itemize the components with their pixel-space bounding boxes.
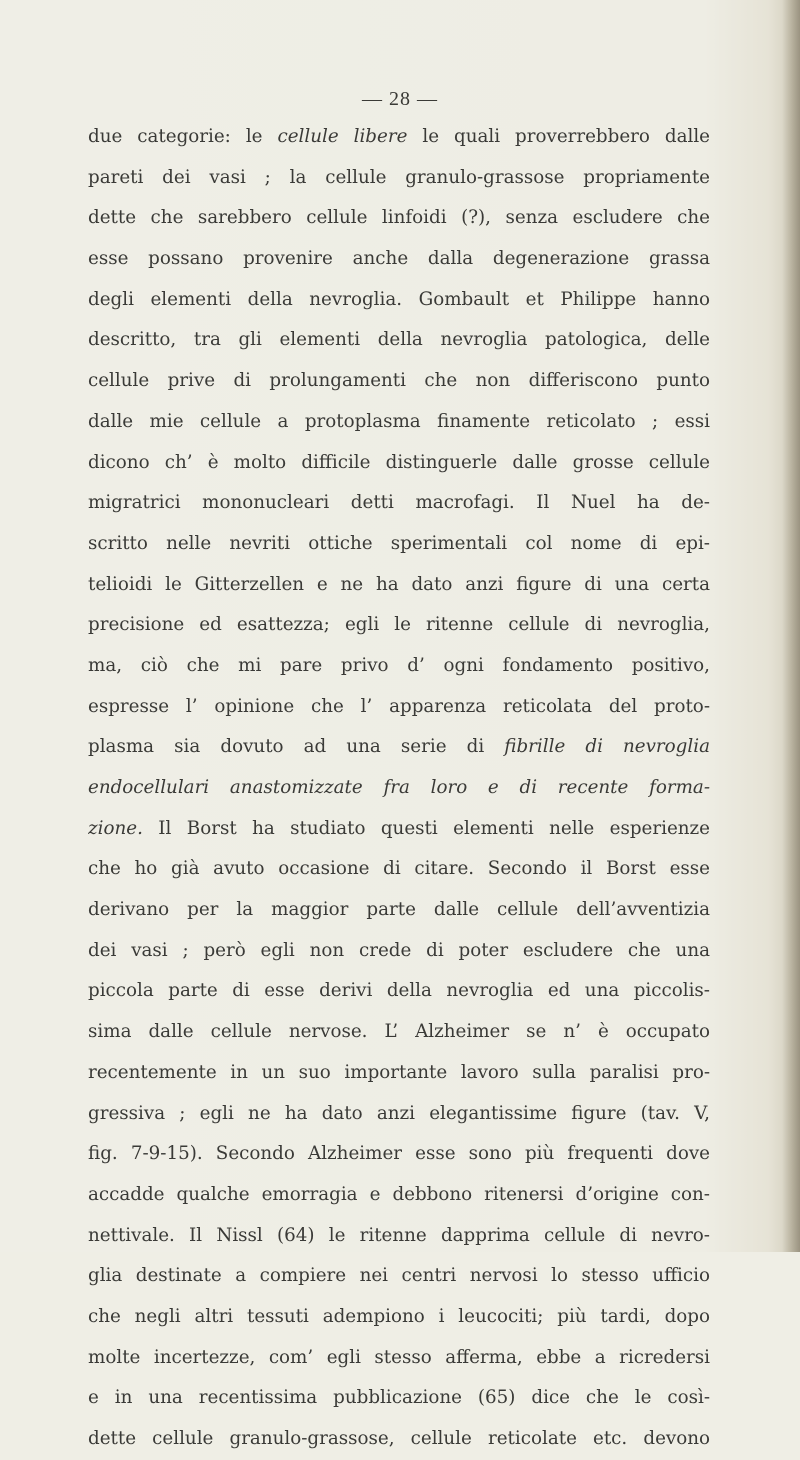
text-line — [88, 1134, 710, 1175]
italic-text: cellule libere — [277, 126, 408, 147]
text-line — [88, 727, 710, 768]
text-segment: Il Borst ha studiato questi elementi nelle esperienze — [142, 817, 710, 839]
text-segment: scritto nelle nevriti ottiche sperimentali col nome di epi- — [88, 532, 710, 554]
text-segment: descritto, tra gli elementi della nevroglia patologica, delle — [88, 329, 710, 351]
text-line — [88, 1094, 710, 1135]
text-segment: fig. 7-9-15). Secondo Alzheimer esse sono più frequenti dove — [88, 1143, 710, 1165]
text-segment: dette cellule granulo-grassose, cellule reticolate etc. devono — [88, 1428, 710, 1449]
text-line — [88, 809, 710, 850]
text-segment: sima dalle cellule nervose. L’ Alzheimer se n’ è occupato — [88, 1021, 710, 1043]
text-segment: le quali proverrebbero dalle — [407, 126, 710, 147]
text-segment: ma, ciò che mi pare privo d’ ogni fondamento positivo, — [88, 654, 710, 676]
text-line — [88, 1338, 710, 1379]
page-number: — 28 — — [362, 88, 438, 110]
text-line — [88, 361, 710, 402]
text-segment: derivano per la maggior parte dalle cellule dell’avventizia — [88, 899, 710, 921]
text-segment: pareti dei vasi ; la cellule granulo-grassose propriamente — [88, 166, 710, 188]
text-line — [88, 849, 710, 890]
italic-text: zione. — [88, 817, 143, 839]
text-segment: degli elementi della nevroglia. Gombault et Philippe hanno — [88, 288, 710, 310]
text-line — [88, 1012, 710, 1053]
text-line — [88, 565, 710, 606]
text-segment: e in una recentissima pubblicazione (65) dice che le così- — [88, 1387, 710, 1409]
italic-text: fibrille di nevroglia — [504, 736, 710, 758]
text-line — [88, 1378, 710, 1419]
text-segment: gressiva ; egli ne ha dato anzi elegantissime figure (tav. V, — [88, 1102, 710, 1124]
text-segment: molte incertezze, com’ egli stesso afferma, ebbe a ricredersi — [88, 1346, 710, 1368]
text-line — [88, 605, 710, 646]
text-line — [88, 1053, 710, 1094]
text-segment: precisione ed esattezza; egli le ritenne cellule di nevroglia, — [88, 614, 710, 636]
text-segment: telioidi le Gitterzellen e ne ha dato anzi figure di una certa — [88, 573, 710, 595]
text-segment: espresse l’ opinione che l’ apparenza reticolata del proto- — [88, 695, 710, 717]
text-segment: dalle mie cellule a protoplasma finamente reticolato ; essi — [88, 410, 710, 432]
text-line — [88, 890, 710, 931]
text-line — [88, 158, 710, 199]
text-segment: glia destinate a compiere nei centri nervosi lo stesso ufficio — [88, 1265, 710, 1287]
text-line — [88, 1419, 710, 1460]
text-line — [88, 1256, 710, 1297]
text-line — [88, 1175, 710, 1216]
text-line — [88, 768, 710, 809]
text-segment: plasma sia dovuto ad una serie di — [88, 736, 505, 758]
text-line — [88, 198, 710, 239]
text-segment: che ho già avuto occasione di citare. Secondo il Borst esse — [88, 858, 710, 880]
text-segment: dicono ch’ è molto difficile distinguerle dalle grosse cellule — [88, 451, 710, 473]
text-line — [88, 524, 710, 565]
text-line — [88, 443, 710, 484]
text-segment: due categorie: le — [88, 126, 278, 147]
page-edge-shadow — [782, 0, 800, 1252]
text-segment: migratrici mononucleari detti macrofagi. Il Nuel ha de- — [88, 492, 710, 514]
text-segment: che negli altri tessuti adempiono i leucociti; più tardi, dopo — [88, 1305, 710, 1327]
text-line — [88, 239, 710, 280]
text-segment: nettivale. Il Nissl (64) le ritenne dapprima cellule di nevro- — [88, 1224, 710, 1246]
text-line — [88, 280, 710, 321]
text-line — [88, 646, 710, 687]
text-segment: dei vasi ; però egli non crede di poter escludere che una — [88, 939, 710, 961]
text-line — [88, 117, 710, 158]
text-line — [88, 1216, 710, 1257]
text-line — [88, 320, 710, 361]
body-text — [88, 117, 710, 1460]
text-line — [88, 1297, 710, 1338]
text-line — [88, 971, 710, 1012]
text-segment: esse possano provenire anche dalla degenerazione grassa — [88, 248, 710, 270]
text-line — [88, 931, 710, 972]
text-segment: cellule prive di prolungamenti che non differiscono punto — [88, 370, 710, 392]
text-line — [88, 483, 710, 524]
text-line — [88, 402, 710, 443]
text-segment: piccola parte di esse derivi della nevroglia ed una piccolis- — [88, 980, 710, 1002]
text-segment: recentemente in un suo importante lavoro sulla paralisi pro- — [88, 1061, 710, 1083]
text-segment: dette che sarebbero cellule linfoidi (?), senza escludere che — [88, 207, 710, 229]
text-line — [88, 687, 710, 728]
italic-text: endocellulari anastomizzate fra loro e di recente forma- — [88, 777, 710, 798]
text-segment: accadde qualche emorragia e debbono ritenersi d’origine con- — [88, 1183, 710, 1205]
